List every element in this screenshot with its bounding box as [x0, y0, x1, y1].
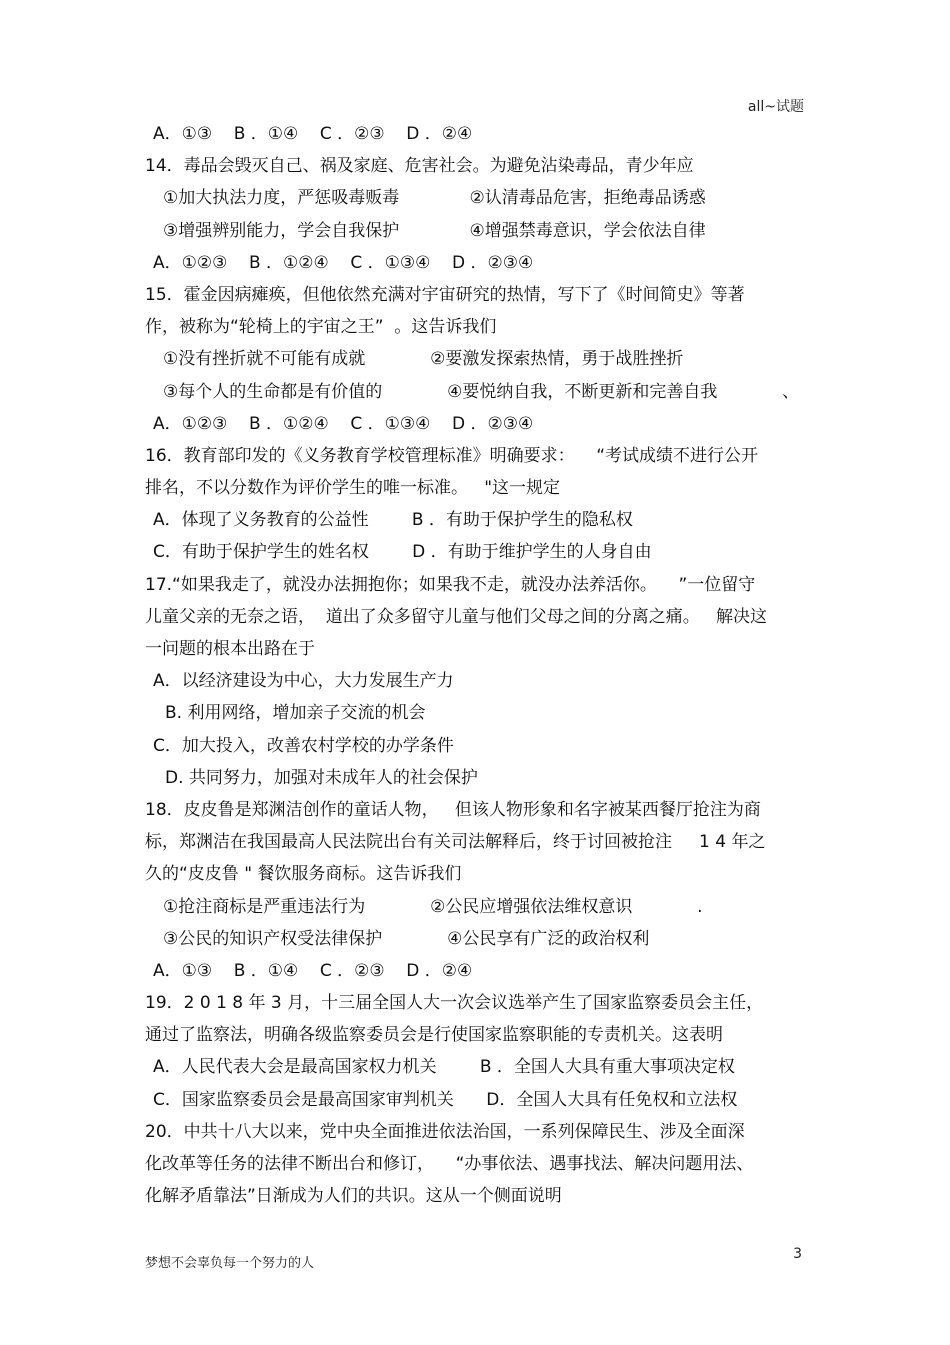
q15-stem-2: 作，被称为“轮椅上的宇宙之王” 。这告诉我们 [145, 317, 497, 338]
q17-stem-2: 儿童父亲的无奈之语， 道出了众多留守儿童与他们父母之间的分离之痛。 解决这 [145, 606, 768, 627]
q18-stem-2: 标，郑渊洁在我国最高人民法院出台有关司法解释后，终于讨回被抢注 1 4 年之 [145, 832, 766, 853]
q13-options: A．①③ B ．①④ C ．②③ D ．②④ [153, 124, 473, 144]
footer-motto: 梦想不会辜负每一个努力的人 [145, 1256, 315, 1271]
q14-statements-2: ③增强辨别能力，学会自我保护 ④增强禁毒意识，学会依法自律 [163, 220, 706, 241]
document-body [145, 118, 810, 1212]
q15-statements-1: ①没有挫折就不可能有成就 ②要激发探索热情，勇于战胜挫折 [163, 349, 684, 370]
q18-stem-1: 18．皮皮鲁是郑渊洁创作的童话人物， 但该人物形象和名字被某西餐厅抢注为商 [145, 799, 761, 820]
q20-stem-2: 化改革等任务的法律不断出台和修订， “办事依法、遇事找法、解决问题用法、 [145, 1154, 754, 1174]
q20-stem-1: 20．中共十八大以来，党中央全面推进依法治国，一系列保障民生、涉及全面深 [145, 1121, 745, 1142]
q17-option-d: D. 共同努力，加强对未成年人的社会保护 [165, 767, 478, 788]
q17-option-a: A．以经济建设为中心，大力发展生产力 [153, 671, 454, 692]
q14-stem: 14．毒品会毁灭自己、祸及家庭、危害社会。为避免沾染毒品，青少年应 [145, 156, 694, 177]
q17-stem-1: 17.“如果我走了，就没办法拥抱你；如果我不走，就没办法养活你。 ”一位留守 [145, 574, 756, 595]
q19-options-ab: A．人民代表大会是最高国家权力机关 B ．全国人大具有重大事项决定权 [153, 1057, 735, 1078]
q16-options-ab: A．体现了义务教育的公益性 B ．有助于保护学生的隐私权 [153, 510, 633, 531]
q19-stem-2: 通过了监察法，明确各级监察委员会是行使国家监察职能的专责机关。这表明 [145, 1025, 723, 1046]
page-number: 3 [793, 1246, 802, 1262]
q18-statements-2: ③公民的知识产权受法律保护 ④公民享有广泛的政治权利 [163, 928, 650, 949]
q18-statements-1: ①抢注商标是严重违法行为 ②公民应增强依法维权意识 . [163, 896, 703, 917]
q14-statements-1: ①加大执法力度，严惩吸毒贩毒 ②认清毒品危害，拒绝毒品诱惑 [163, 188, 706, 209]
page-header: all~试题 [747, 99, 804, 115]
q15-options: A．①②③ B ．①②④ C ．①③④ D ．②③④ [153, 413, 534, 434]
q18-options: A．①③ B ．①④ C ．②③ D ．②④ [153, 960, 473, 981]
q16-stem-1: 16．教育部印发的《义务教育学校管理标准》明确要求： “考试成绩不进行公开 [145, 445, 759, 466]
q18-stem-3: 久的“皮皮鲁 " 餐饮服务商标。这告诉我们 [145, 864, 462, 885]
q20-stem-3: 化解矛盾靠法”日渐成为人们的共识。这从一个侧面说明 [145, 1186, 562, 1207]
q15-statements-2: ③每个人的生命都是有价值的 ④要悦纳自我，不断更新和完善自我 、 [163, 381, 800, 402]
q17-option-c: C．加大投入，改善农村学校的办学条件 [153, 735, 454, 756]
q17-option-b: B. 利用网络，增加亲子交流的机会 [165, 703, 426, 724]
q19-stem-1: 19．2 0 1 8 年 3 月，十三届全国人大一次会议选举产生了国家监察委员会主任， [145, 993, 764, 1014]
q16-stem-2: 排名，不以分数作为评价学生的唯一标准。 "这一规定 [145, 478, 561, 499]
q19-options-cd: C．国家监察委员会是最高国家审判机关 D．全国人大具有任免权和立法权 [153, 1089, 738, 1110]
q14-options: A．①②③ B ．①②④ C ．①③④ D ．②③④ [153, 252, 534, 273]
q16-options-cd: C．有助于保护学生的姓名权 D ．有助于维护学生的人身自由 [153, 542, 652, 563]
q17-stem-3: 一问题的根本出路在于 [145, 639, 315, 659]
q15-stem-1: 15．霍金因病瘫痪，但他依然充满对宇宙研究的热情，写下了《时间简史》等著 [145, 284, 745, 305]
